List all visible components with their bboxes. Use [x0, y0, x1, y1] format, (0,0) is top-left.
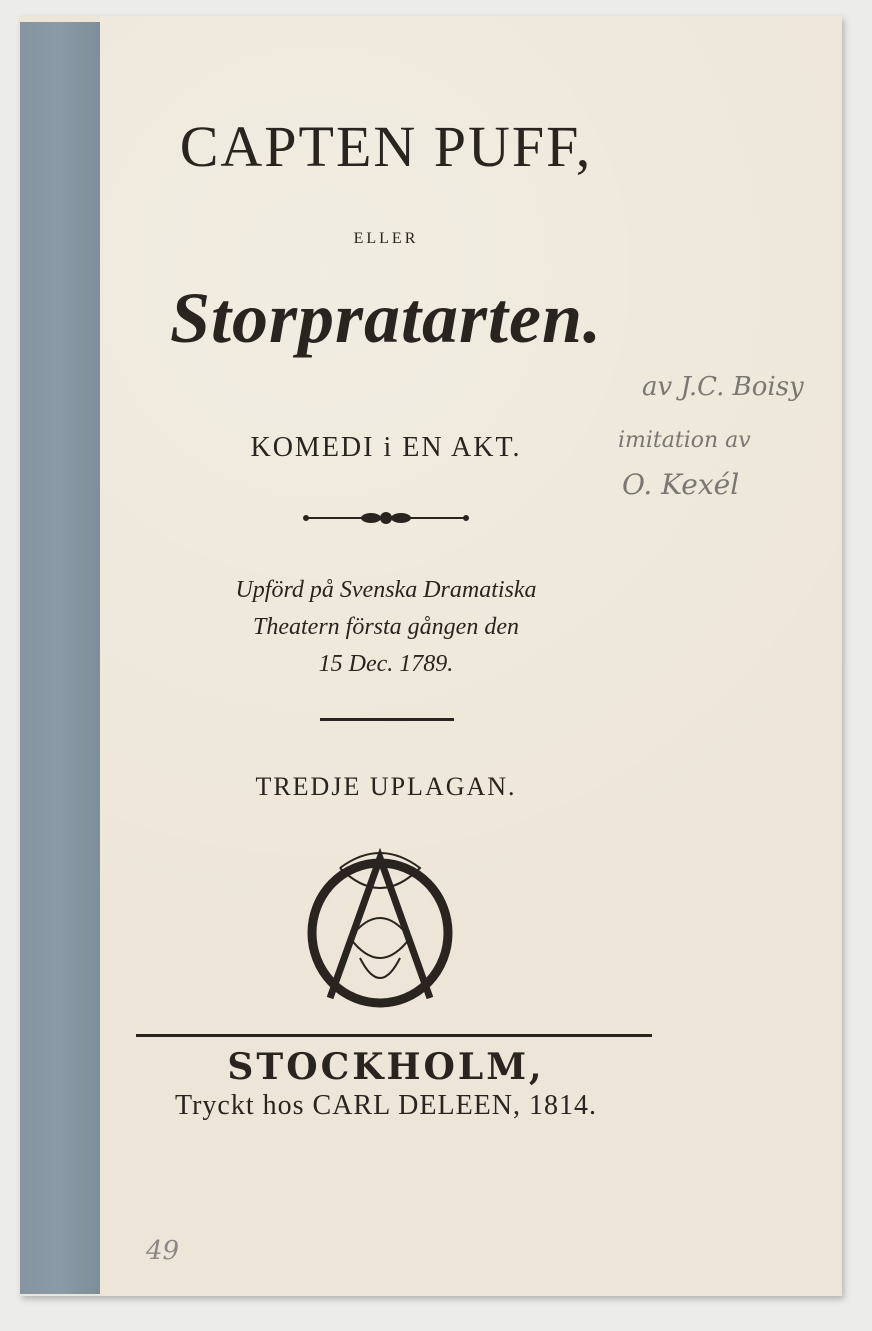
- imprint-line: Tryckt hos CARL DELEEN, 1814.: [174, 1090, 598, 1121]
- performance-line-2: Theatern första gången den: [253, 614, 519, 640]
- connector-word: ELLER: [353, 230, 419, 247]
- handwritten-note-2: imitation av: [618, 428, 751, 453]
- subtitle: Storpratarten.: [169, 278, 603, 358]
- performance-line-3: 15 Dec. 1789.: [318, 651, 454, 677]
- performance-line-1: Upförd på Svenska Dramatiska: [235, 577, 537, 603]
- long-rule: [136, 1034, 652, 1037]
- page-title: CAPTEN PUFF,: [179, 114, 593, 179]
- handwritten-number: 49: [146, 1236, 180, 1266]
- imprint-place: STOCKHOLM,: [227, 1046, 545, 1088]
- edition-line: TREDJE UPLAGAN.: [255, 772, 517, 801]
- genre-line: KOMEDI i EN AKT.: [250, 432, 522, 463]
- performance-note: [100, 572, 672, 683]
- handwritten-note-3: O. Kexél: [622, 468, 740, 501]
- handwritten-note-1: av J.C. Boisy: [642, 372, 804, 402]
- monogram-emblem: [300, 838, 460, 1013]
- spine-binding: [20, 22, 102, 1294]
- ornament-divider: [100, 508, 672, 533]
- short-rule: [320, 718, 454, 721]
